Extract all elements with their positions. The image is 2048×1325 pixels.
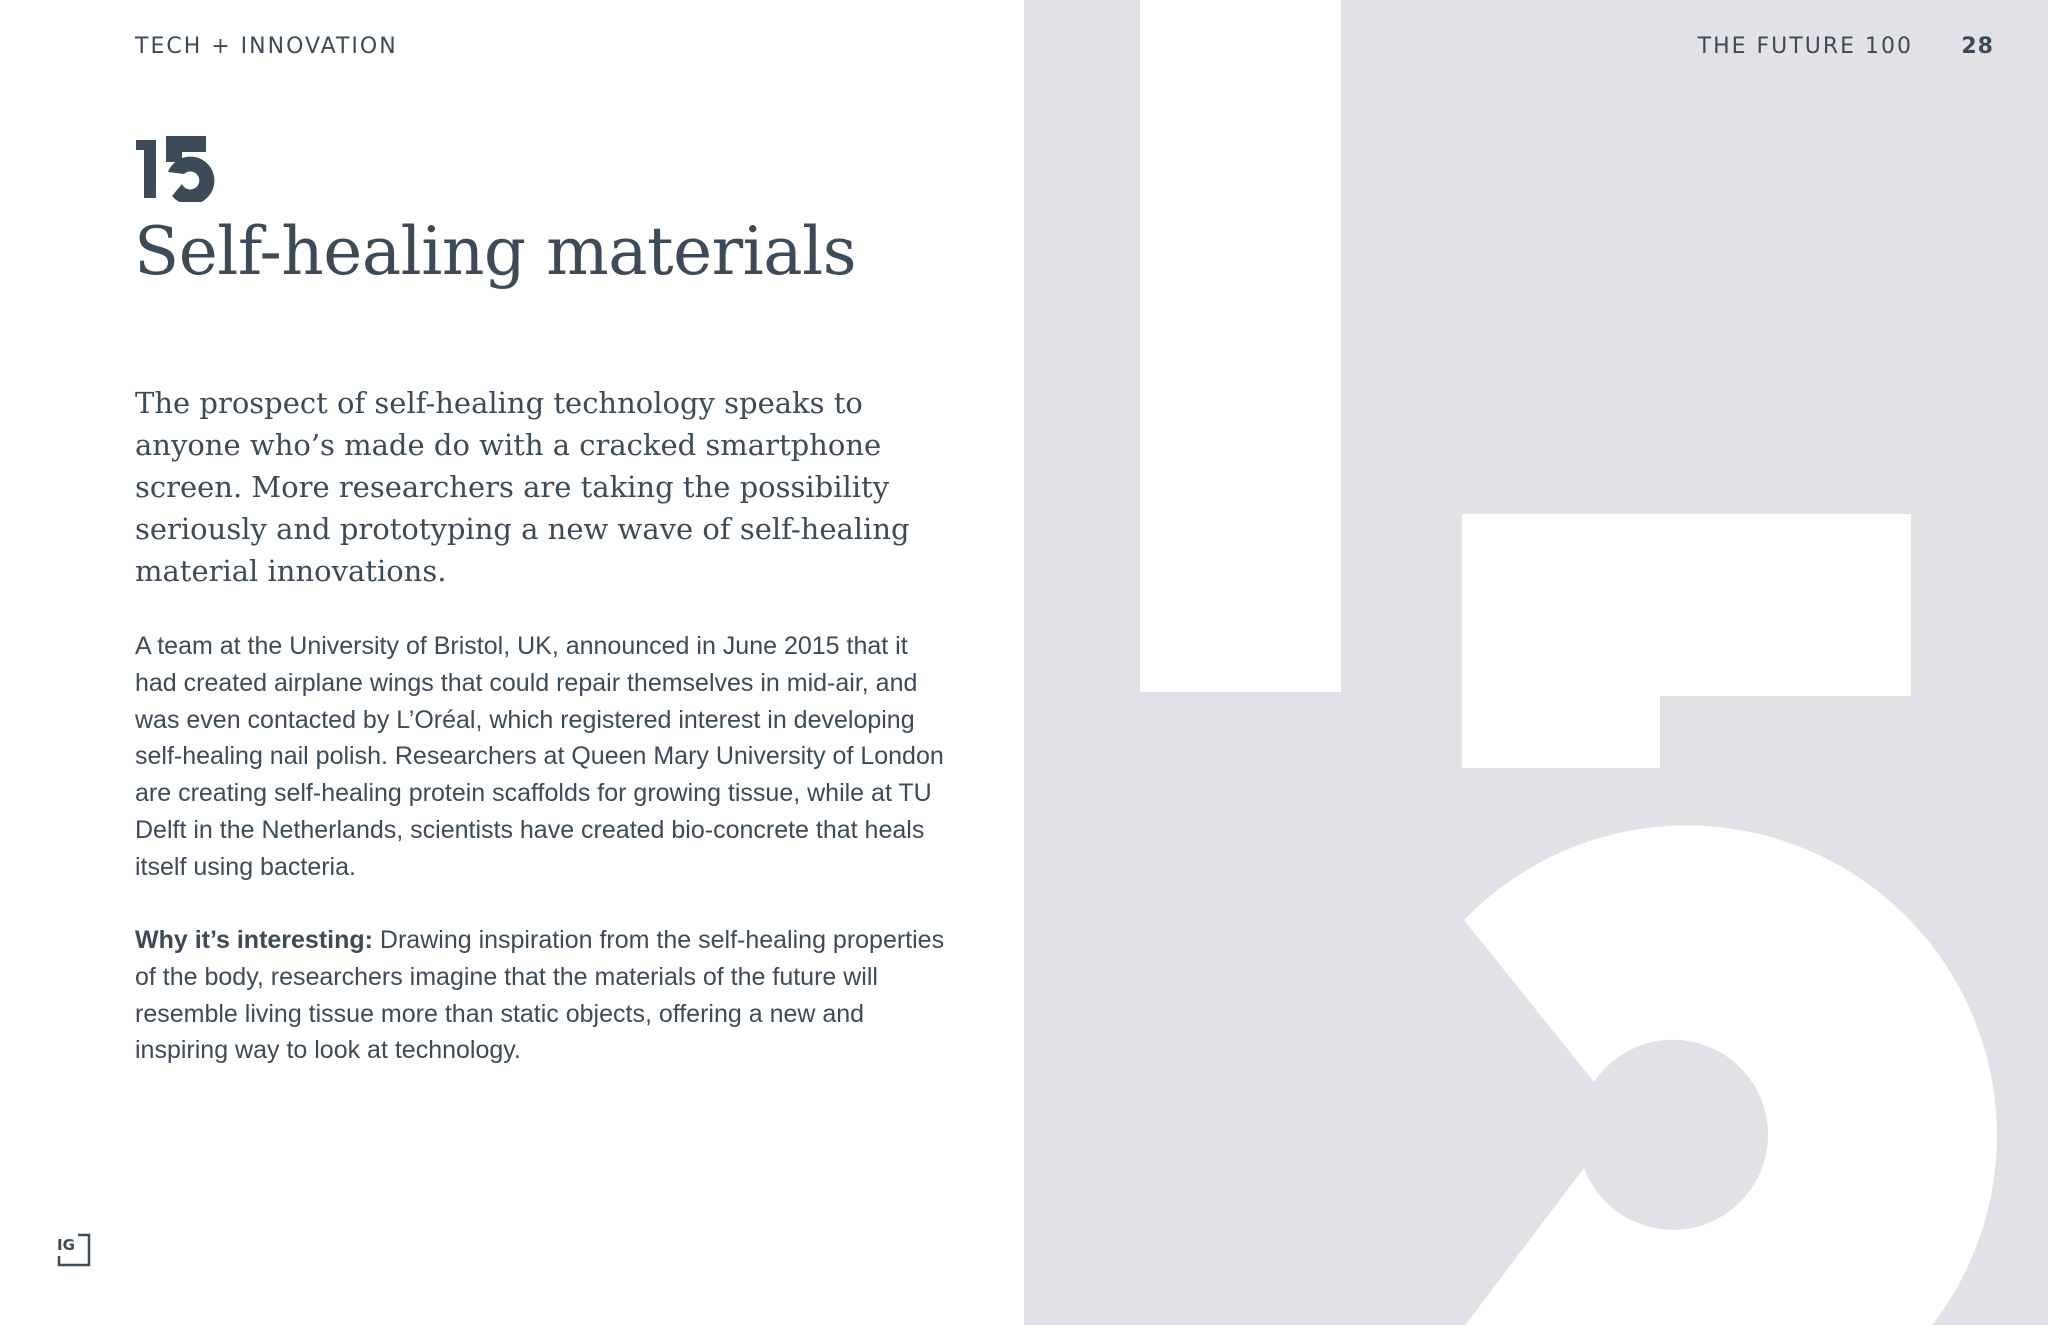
body-line: had created airplane wings that could repair themselves in mid-air, and: [135, 668, 918, 697]
body-line: itself using bacteria.: [135, 852, 356, 881]
body-line: Delft in the Netherlands, scientists have created bio-concrete that heals: [135, 815, 925, 844]
body-line: inspiring way to look at technology.: [135, 1036, 521, 1065]
trend-title: Self-healing materials: [134, 213, 857, 290]
section-label: TECH + INNOVATION: [135, 34, 398, 59]
numeral-one-bar: [1140, 0, 1341, 692]
intro-line: material innovations.: [135, 554, 447, 588]
big-numeral-graphic: [1024, 0, 2048, 1325]
intro-line: seriously and prototyping a new wave of self-healing: [135, 512, 910, 546]
body-paragraph-why-interesting: [135, 922, 975, 1069]
trend-number-glyph: [136, 122, 216, 202]
report-title: [1698, 34, 1913, 59]
trend-number-text: 15: [136, 122, 137, 123]
body-paragraph-research: [135, 628, 975, 886]
numeral-five-top: [1462, 514, 1911, 768]
body-line: A team at the University of Bristol, UK, announced in June 2015 that it: [135, 632, 908, 660]
ig-logo-icon: [56, 1232, 92, 1268]
intro-line: The prospect of self-healing technology speaks to: [135, 386, 863, 420]
ig-logo-text: IG: [57, 1236, 75, 1254]
report-name: THE FUTURE 100: [1697, 34, 1913, 59]
body-line: resemble living tissue more than static objects, offering a new and: [135, 999, 865, 1028]
body-line: was even contacted by L’Oréal, which registered interest in developing: [135, 705, 915, 734]
body-line: are creating self-healing protein scaffolds for growing tissue, while at TU: [135, 779, 932, 808]
body-line: [135, 922, 975, 959]
intro-line: screen. More researchers are taking the possibility: [135, 470, 890, 504]
page-number: 28: [1961, 34, 1994, 59]
intro-paragraph: [135, 382, 925, 592]
body-line: self-healing nail polish. Researchers at Queen Mary University of London: [135, 742, 944, 771]
why-interesting-text: Drawing inspiration from the self-healing properties: [372, 926, 945, 954]
intro-line: anyone who’s made do with a cracked smartphone: [135, 428, 882, 462]
why-interesting-label: Why it’s interesting:: [135, 926, 373, 954]
numeral-five-bowl: [1454, 825, 1997, 1325]
body-line: of the body, researchers imagine that the materials of the future will: [135, 962, 878, 991]
numeral-panel: [1024, 0, 2048, 1325]
